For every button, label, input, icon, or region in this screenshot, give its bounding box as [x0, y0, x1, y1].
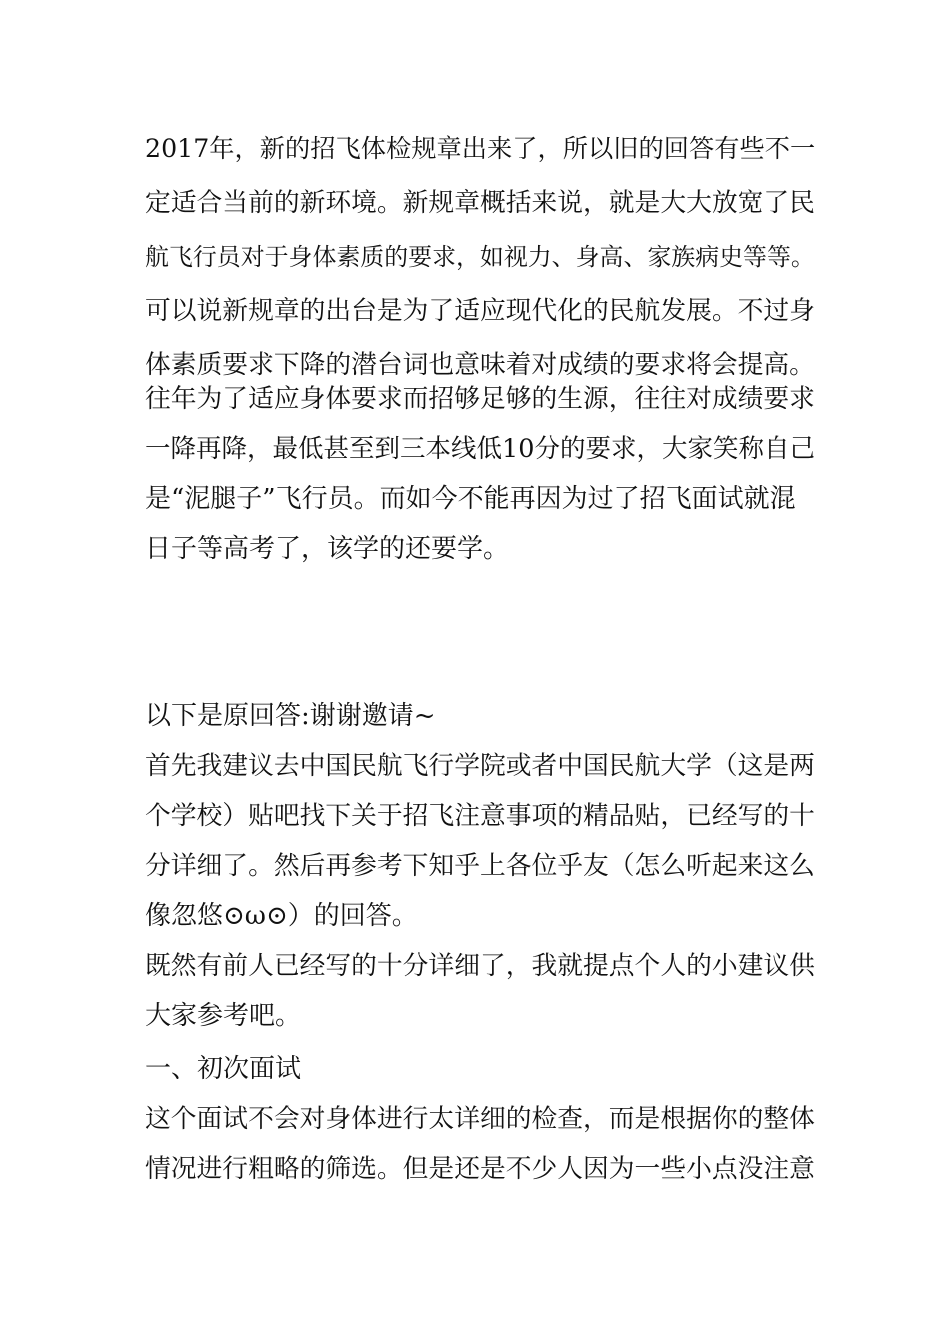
- paragraph-line: 航飞行员对于身体素质的要求，如视力、身高、家族病史等等。: [145, 243, 815, 271]
- paragraph-line: 日子等高考了，该学的还要学。: [145, 534, 510, 564]
- paragraph-line: 定适合当前的新环境。新规章概括来说，就是大大放宽了民: [145, 188, 815, 218]
- paragraph-line: 情况进行粗略的筛选。但是还是不少人因为一些小点没注意: [145, 1154, 815, 1184]
- paragraph-line: 一降再降，最低甚至到三本线低10分的要求，大家笑称自己: [145, 434, 815, 464]
- paragraph-line: 首先我建议去中国民航飞行学院或者中国民航大学（这是两: [145, 751, 815, 781]
- paragraph-line: 是“泥腿子”飞行员。而如今不能再因为过了招飞面试就混: [145, 484, 796, 514]
- paragraph-line: 2017年，新的招飞体检规章出来了，所以旧的回答有些不一: [145, 134, 816, 163]
- paragraph-line: 大家参考吧。: [145, 1001, 302, 1031]
- paragraph-line: 既然有前人已经写的十分详细了，我就提点个人的小建议供: [145, 951, 815, 981]
- paragraph-line: 体素质要求下降的潜台词也意味着对成绩的要求将会提高。: [145, 350, 815, 380]
- paragraph-line: 以下是原回答:谢谢邀请~: [145, 701, 436, 731]
- paragraph-line: 可以说新规章的出台是为了适应现代化的民航发展。不过身: [145, 296, 815, 326]
- section-heading: 一、初次面试: [145, 1054, 302, 1084]
- paragraph-line: 分详细了。然后再参考下知乎上各位乎友（怎么听起来这么: [145, 851, 815, 881]
- paragraph-line: 像忽悠⊙ω⊙）的回答。: [145, 901, 418, 931]
- paragraph-line: 这个面试不会对身体进行太详细的检查，而是根据你的整体: [145, 1104, 815, 1134]
- paragraph-line: 往年为了适应身体要求而招够足够的生源，往往对成绩要求: [145, 384, 815, 414]
- paragraph-line: 个学校）贴吧找下关于招飞注意事项的精品贴，已经写的十: [145, 801, 815, 831]
